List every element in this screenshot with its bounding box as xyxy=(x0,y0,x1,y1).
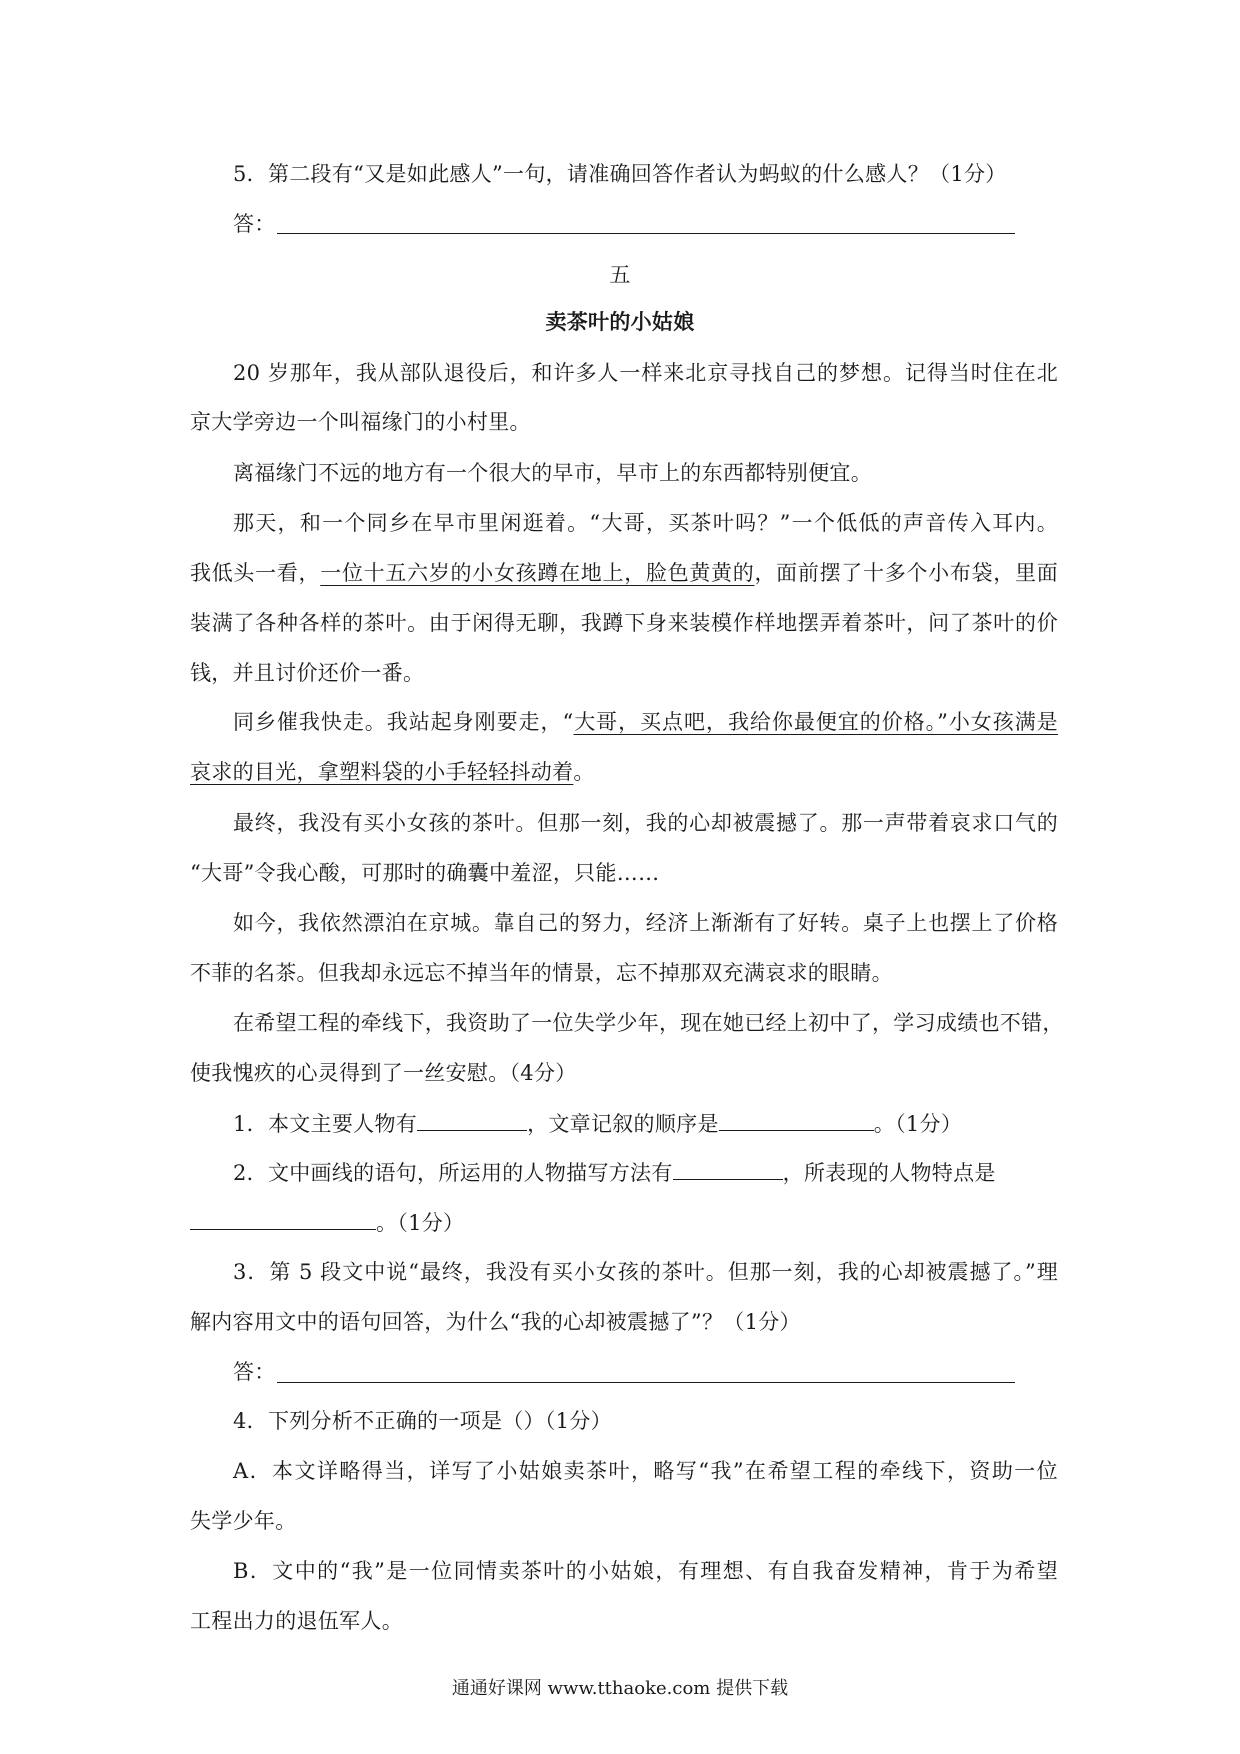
question-3-line1: 3．第 5 段文中说“最终，我没有买小女孩的茶叶。但那一刻，我的心却被震撼了。”理 xyxy=(233,1260,1058,1284)
question-3-answer-label: 答： xyxy=(233,1360,276,1384)
article-p2-line1: 离福缘门不远的地方有一个很大的早市，早市上的东西都特别便宜。 xyxy=(233,461,872,485)
article-p4-line2 xyxy=(190,757,1058,787)
article-p4-line1-pre: 同乡催我快走。我站起身刚要走，“ xyxy=(233,710,574,734)
question-1 xyxy=(233,1108,1058,1139)
page-footer: 通通好课网 www.tthaoke.com 提供下载 xyxy=(451,1678,789,1699)
question-2-line1 xyxy=(233,1157,1058,1188)
article-p3-line3: 装满了各种各样的茶叶。由于闲得无聊，我蹲下身来装模作样地摆弄着茶叶，问了茶叶的价 xyxy=(190,611,1058,635)
article-p1-line1: 20 岁那年，我从部队退役后，和许多人一样来北京寻找自己的梦想。记得当时住在北 xyxy=(233,361,1058,385)
article-title: 卖茶叶的小姑娘 xyxy=(545,309,695,334)
article-p7-line1: 在希望工程的牵线下，我资助了一位失学少年，现在她已经上初中了，学习成绩也不错， xyxy=(233,1011,1064,1035)
question-3-line2: 解内容用文中的语句回答，为什么“我的心却被震撼了”？（1分） xyxy=(190,1310,801,1334)
option-a-line1: A．本文详略得当，详写了小姑娘卖茶叶，略写“我”在希望工程的牵线下，资助一位 xyxy=(233,1459,1058,1483)
question-1-text-a: 1．本文主要人物有 xyxy=(233,1112,418,1136)
option-a-line2: 失学少年。 xyxy=(190,1509,297,1533)
article-p3-line2-pre: 我低头一看， xyxy=(190,561,321,585)
question-1-blank-1[interactable] xyxy=(417,1108,527,1131)
article-p6-line1: 如今，我依然漂泊在京城。靠自己的努力，经济上渐渐有了好转。桌子上也摆上了价格 xyxy=(233,911,1058,935)
option-b-line1: B．文中的“我”是一位同情卖茶叶的小姑娘，有理想、有自我奋发精神，肯于为希望 xyxy=(233,1559,1058,1583)
article-p3-line2-post: ，面前摆了十多个小布袋，里面 xyxy=(754,561,1058,585)
prev-question-5-answer-line xyxy=(277,233,1015,234)
article-p4-line2-post: 。 xyxy=(573,760,595,784)
article-p7-line2: 使我愧疚的心灵得到了一丝安慰。（4分） xyxy=(190,1061,577,1085)
underlined-sentence-1: 一位十五六岁的小女孩蹲在地上，脸色黄黄的 xyxy=(320,561,755,585)
underlined-sentence-2a: 大哥，买点吧，我给你最便宜的价格。”小女孩满是 xyxy=(573,710,1058,734)
article-p1-line2: 京大学旁边一个叫福缘门的小村里。 xyxy=(190,410,531,434)
question-3-answer-line[interactable] xyxy=(277,1382,1015,1383)
question-2-text-a: 2．文中画线的语句，所运用的人物描写方法有 xyxy=(233,1161,673,1185)
article-p3-line2 xyxy=(190,558,1058,588)
question-2-text-c: 。（1分） xyxy=(376,1211,465,1235)
question-1-text-c: 。（1分） xyxy=(873,1112,963,1136)
section-number: 五 xyxy=(609,263,631,287)
article-p6-line2: 不菲的名茶。但我却永远忘不掉当年的情景，忘不掉那双充满哀求的眼睛。 xyxy=(190,961,893,985)
underlined-sentence-2b: 哀求的目光，拿塑料袋的小手轻轻抖动着 xyxy=(190,760,574,784)
article-p5-line1: 最终，我没有买小女孩的茶叶。但那一刻，我的心却被震撼了。那一声带着哀求口气的 xyxy=(233,811,1058,835)
question-1-blank-2[interactable] xyxy=(719,1108,874,1131)
question-2-line2 xyxy=(190,1207,1058,1238)
question-4: 4．下列分析不正确的一项是（）（1分） xyxy=(233,1409,612,1433)
article-p5-line2: “大哥”令我心酸，可那时的确囊中羞涩，只能…… xyxy=(190,861,660,885)
question-1-text-b: ，文章记叙的顺序是 xyxy=(527,1112,719,1136)
article-p4-line1 xyxy=(233,707,1058,737)
prev-question-5-answer-label: 答： xyxy=(233,212,276,236)
article-p3-line4: 钱，并且讨价还价一番。 xyxy=(190,661,425,685)
prev-question-5: 5．第二段有“又是如此感人”一句，请准确回答作者认为蚂蚁的什么感人？（1分） xyxy=(233,162,1007,186)
question-2-blank-1[interactable] xyxy=(673,1157,783,1180)
question-2-text-b: ，所表现的人物特点是 xyxy=(782,1161,996,1185)
question-2-blank-2[interactable] xyxy=(190,1207,376,1230)
option-b-line2: 工程出力的退伍军人。 xyxy=(190,1609,403,1633)
article-p3-line1: 那天，和一个同乡在早市里闲逛着。“大哥，买茶叶吗？”一个低低的声音传入耳内。 xyxy=(233,511,1058,535)
